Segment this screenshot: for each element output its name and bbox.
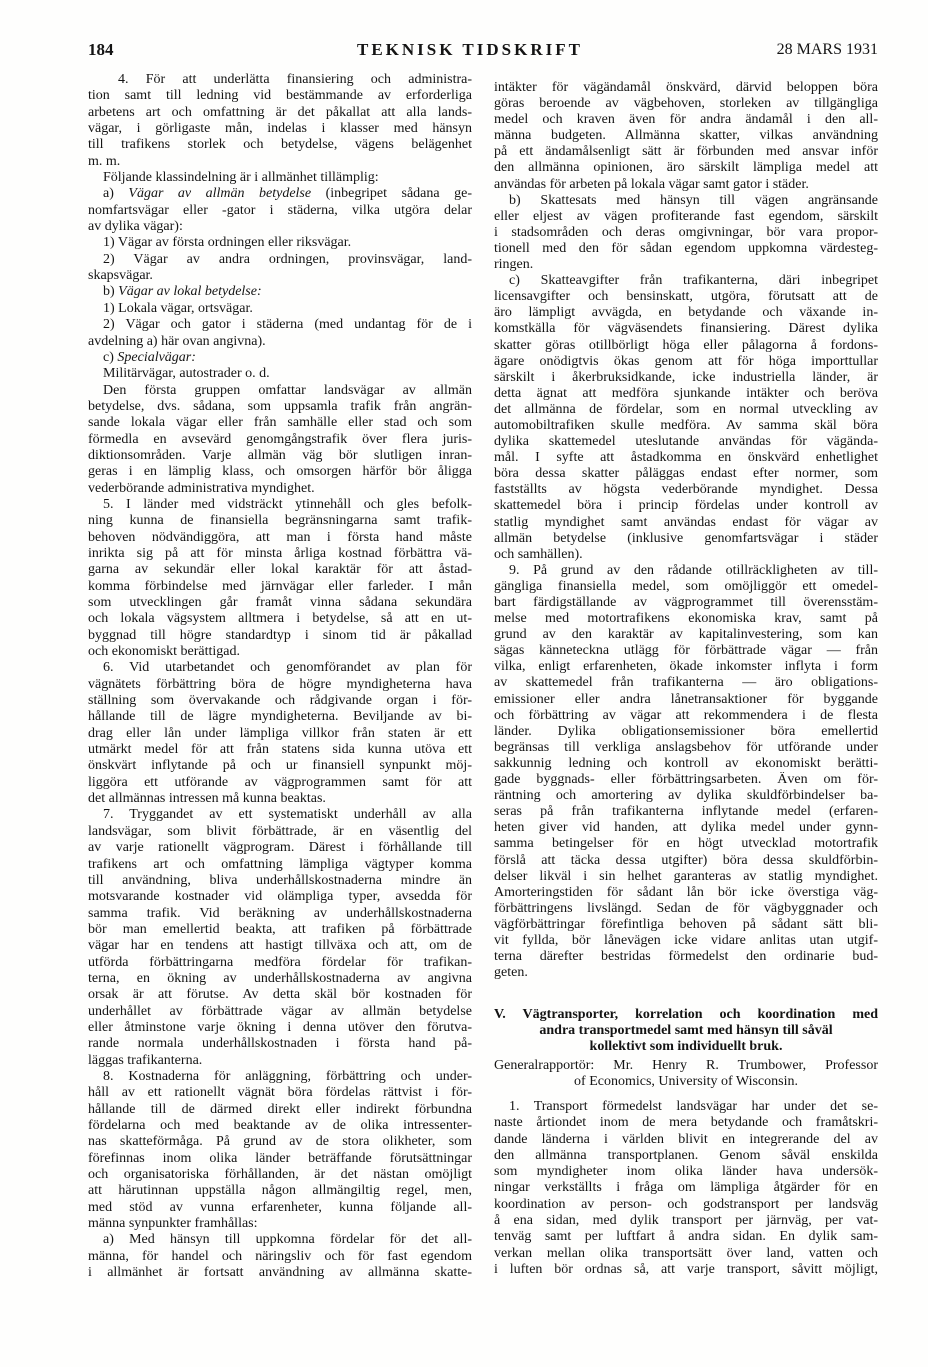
- text-run: a): [103, 186, 129, 202]
- text-line: skattemedel böra i princip fördelas under kontroll av: [494, 498, 878, 514]
- text-line: männa budgeten. Allmänna skatter, vilkas användning: [494, 128, 878, 144]
- emphasized-run: Vägar av lokal betydelse:: [118, 284, 262, 300]
- text-line: läggas trafikanterna.: [88, 1052, 203, 1068]
- right-text-column: [494, 80, 878, 981]
- issue-date: 28 MARS 1931: [776, 41, 878, 58]
- left-text-column: [88, 72, 472, 1281]
- section-heading-line: kollektivt som individuellt bruk.: [589, 1039, 783, 1055]
- text-line: 6. Vid utarbetandet och genomförandet av plan för: [103, 660, 472, 676]
- text-line: vederbörande administrativa myndighet.: [88, 480, 315, 496]
- text-line: underhållet av förbättrade vägar av allmän betydelse: [88, 1003, 472, 1019]
- text-line: ningar verkställts i fråga om lämpliga åtgärder för en: [494, 1180, 878, 1196]
- text-line: Amorteringstiden för sådant lån bör icke överstiga väg-: [494, 884, 878, 900]
- text-line: vit fyllda, bör lånevägen icke vidare anlitas utan utgif-: [494, 932, 878, 948]
- text-line: automobiltrafiken skulle medföra. Av samma skäl böra: [494, 417, 878, 433]
- text-line: förslå att täcka dessa utgifter) böra dessa skuldförbin-: [494, 852, 878, 868]
- text-line: som myndigheter inom olika länder hava undersök-: [494, 1164, 878, 1180]
- paragraph: [88, 383, 472, 497]
- text-line: licensavgifter och bensinskatt, utgöra, förutsatt att de: [494, 289, 878, 305]
- text-line: [88, 284, 472, 300]
- text-line: ning kunna de finansiella begränsningarna samt trafik-: [88, 513, 472, 529]
- text-line: särskilt i åkerbruksidkande, icke industriella länder, är: [494, 369, 878, 385]
- paragraph: [494, 273, 878, 563]
- paragraph: [88, 317, 472, 350]
- text-line: terna, en ökning av underhållskostnaderna av angivna: [88, 970, 472, 986]
- section-heading-line: andra transportmedel samt med hänsyn till såväl: [539, 1023, 833, 1039]
- text-line: och organisatoriska förhållanden, är det nästan omöjligt: [88, 1167, 472, 1183]
- text-line: 1) Vägar av första ordningen eller riksvägar.: [103, 235, 352, 251]
- paragraph: [88, 1069, 472, 1232]
- text-line: koordination av person- och godstransport per landsväg: [494, 1196, 878, 1212]
- text-line: vägar, i görligaste mån, indelas i klasser med hänsyn: [88, 121, 472, 137]
- text-line: trafikens art och omfattning lämpliga vägtyper komma: [88, 856, 472, 872]
- text-line: den allmänna opinionen, äro särskilt lämpliga medel att: [494, 160, 878, 176]
- paragraph: [88, 301, 472, 317]
- text-line: bart färdigställande av vägprogrammet till överensstäm-: [494, 595, 878, 610]
- text-line: statlig myndighet samt användas endast för vägar av: [494, 514, 878, 530]
- text-line: komstkälla för vägväsendets finansiering. Därest dylika: [494, 321, 878, 337]
- text-line: det allmänna de fördelar, som en normal utveckling av: [494, 401, 878, 417]
- paragraph: [88, 350, 472, 366]
- text-line: samma trafik. Vid beräkning av underhållskostnaderna: [88, 905, 472, 921]
- text-line: eller åtminstone varje ökning i denna utöver den förutva-: [88, 1019, 472, 1035]
- text-line: förefinnas inom olika länder beträffande förutsättningar: [88, 1150, 472, 1166]
- section-heading-line: V. Vägtransporter, korrelation och koordination med: [494, 1007, 878, 1022]
- paragraph: [494, 193, 878, 273]
- paragraph: [494, 80, 878, 193]
- text-line: naste årtiondet inom de mera betydande och framåtskri-: [494, 1115, 878, 1131]
- text-line: i luften bör ordnas så, att varje transport, såvitt möjligt,: [494, 1261, 878, 1277]
- text-line: intäkter för vägändamål önskvärd, därvid beloppen böra: [494, 80, 878, 95]
- text-line: 5. I länder med vidsträckt ytinnehåll och gles befolk-: [103, 496, 472, 512]
- text-line: tenväg samt per luftfart å andra sidan. En dylik sam-: [494, 1229, 878, 1245]
- text-line: till trafikens storlek och betydelse, vägens belägenhet: [88, 137, 472, 153]
- text-line: av varje rationellt vägprogram. Därest i förhållande till: [88, 840, 472, 856]
- text-line: fastställts av högsta vederbörande myndighet. Dessa: [494, 482, 878, 498]
- text-line: verkan mellan olika transportsätt över land, vatten och: [494, 1245, 878, 1261]
- text-line: [88, 186, 472, 202]
- text-line: samma betingelser för en högt utvecklad motortrafik: [494, 836, 878, 852]
- text-line: betydelse, dvs. sådana, som uppsamla trafik från angrän-: [88, 398, 472, 414]
- text-line: av dylika vägar):: [88, 219, 183, 235]
- text-line: garna av sekundär eller lokal karaktär för att åstad-: [88, 562, 472, 578]
- journal-title: TEKNISK TIDSKRIFT: [357, 40, 583, 59]
- text-line: med stöd av vunna erfarenheter, kunna följande all-: [88, 1199, 472, 1215]
- text-line: sägas känneteckna utlägg för förbättrade vägar — från: [494, 643, 878, 659]
- paragraph: [88, 660, 472, 807]
- text-line: fördelarna och med beaktande av de olika intressenter-: [88, 1118, 472, 1133]
- text-line: orsak är att förutse. Av detta skäl bör kostnaden för: [88, 987, 472, 1003]
- text-line: i stadsområden och deras omgivningar, bör vara propor-: [494, 224, 878, 240]
- text-line: tionell med den för sådan egendom uppkomna värdesteg-: [494, 240, 878, 256]
- text-line: emissioner eller andra lånetransaktioner för byggande: [494, 691, 878, 707]
- text-line: 1. Transport förmedelst landsvägar har under det se-: [509, 1098, 878, 1114]
- text-line: avdelning a) här ovan angivna).: [88, 333, 266, 349]
- text-line: 2) Vägar av andra ordningen, provinsvägar, land-: [103, 251, 472, 267]
- text-line: geras i en lämplig klass, och omsorgen härför bör åligga: [88, 464, 472, 480]
- text-line: vägnätets förbättring böra de högre myndigheterna hava: [88, 676, 472, 692]
- paragraph: [88, 807, 472, 1069]
- paragraph: [88, 284, 472, 300]
- text-line: allmän betydelse (inklusive genomfartsvägar i städer: [494, 530, 878, 546]
- text-line: till användning, bliva underhållskostnaderna mindre än: [88, 872, 472, 888]
- text-line: och ekonomiskt berättigad.: [88, 644, 241, 660]
- text-line: Militärvägar, autostrader o. d.: [103, 366, 270, 382]
- text-line: böra dessa skatter påläggas endast efter normer, som: [494, 466, 878, 482]
- text-line: och samhällen).: [494, 546, 583, 562]
- emphasized-run: Specialvägar:: [117, 349, 196, 365]
- text-line: 8. Kostnaderna för anläggning, förbättring och under-: [103, 1068, 472, 1084]
- text-line: c) Skatteavgifter från trafikanterna, däri inbegripet: [509, 273, 878, 289]
- text-line: 1) Lokala vägar, ortsvägar.: [103, 300, 253, 316]
- text-line: mål. I syfte att åstadkomma en önskvärd enhetlighet: [494, 450, 878, 466]
- text-line: det allmännas intressen må kunna beaktas.: [88, 791, 326, 807]
- text-line: sakkunnig ledning och kontroll av ekonomiskt berätti-: [494, 755, 878, 771]
- text-line: landsvägar, som blivit förbättrade, är en väsentlig del: [88, 823, 472, 839]
- text-line: geten.: [494, 965, 528, 981]
- text-line: 4. För att underlätta finansiering och administra-: [118, 72, 472, 87]
- text-line: och förbättring av vägar att rekommendera i de flesta: [494, 707, 878, 723]
- text-line: skapsvägar.: [88, 268, 153, 284]
- text-run: (inbegripet sådana ge-: [311, 186, 472, 202]
- text-line: ställning som övervakande och rådgivande organ i för-: [88, 693, 472, 709]
- general-rapporteur: [494, 1058, 878, 1090]
- section-heading: [494, 1007, 878, 1056]
- text-line: nas skatteförmåga. På grund av de stora olikheter, som: [88, 1134, 472, 1150]
- paragraph: [88, 252, 472, 285]
- text-line: heten giver vid handen, att dylika medel under gynn-: [494, 820, 878, 836]
- text-line: länder. Dylika obligationsemissioner böra emellertid: [494, 723, 878, 739]
- text-line: sande lokala vägar eller från samhälle eller stad och som: [88, 415, 472, 431]
- paragraph: [88, 1232, 472, 1281]
- text-line: behoven nödvändiggöra, att man i första hand måste: [88, 529, 472, 545]
- text-line: begränsas till verkliga anslagsbehov för utförande under: [494, 739, 878, 755]
- text-line: utmärkt medel för att från statens sida kunna utöva ett: [88, 742, 472, 758]
- emphasized-run: Vägar av allmän betydelse: [128, 186, 312, 202]
- page-number: 184: [88, 40, 114, 59]
- text-line: diktionsområden. Varje allmän väg bör slutligen inran-: [88, 447, 472, 463]
- text-line: gade byggnads- eller förbättringsarbeten. Även om för-: [494, 772, 878, 788]
- text-line: nomfartsvägar eller -gator i städerna, vilka utgöra delar: [88, 202, 472, 218]
- text-line: medel och kraven även för andra ändamål i den all-: [494, 112, 878, 128]
- text-line: b) Skattesats med hänsyn till vägen angränsande: [509, 192, 878, 208]
- text-line: användas för arbeten på lokala vägar samt gator i städer.: [494, 176, 809, 192]
- text-line: i allmänhet är fortsatt användning av allmänna skatte-: [88, 1265, 472, 1281]
- text-line: önskvärt inflytande på och ur finansiell synpunkt möj-: [88, 758, 472, 774]
- text-line: grund av den karaktär av kapitalinvestering, som kan: [494, 627, 878, 643]
- text-line: tion samt till ledning vid bestämmande av erforderliga: [88, 88, 472, 104]
- section-v: [494, 1007, 878, 1278]
- text-line: å ena sidan, med dylik transport per järnväg, per vat-: [494, 1213, 878, 1229]
- text-line: melse med motortrafikens ekonomiska krav, samt på: [494, 611, 878, 627]
- text-line: vägförbättringar förefintliga behoven på sådant sätt bli-: [494, 916, 878, 932]
- text-line: den allmänna transportplanen. Genom såväl enskilda: [494, 1147, 878, 1163]
- text-run: b): [103, 284, 119, 300]
- text-line: och lokala vägsystem alltmera i betydelse, så att en ut-: [88, 611, 472, 627]
- text-line: 7. Tryggandet av ett systematiskt underhåll av alla: [103, 807, 472, 823]
- text-line: gängliga finansiella medel, som omöjliggör ett omedel-: [494, 578, 878, 594]
- paragraph: [494, 563, 878, 981]
- text-line: drag eller lån under lämpliga villkor från staten är ett: [88, 725, 472, 741]
- paragraph: [88, 186, 472, 235]
- text-line: m. m.: [88, 153, 121, 169]
- text-line: räntning och amortering av dylika skuldförbindelser ba-: [494, 788, 878, 804]
- rapporteur-line: Generalrapportör: Mr. Henry R. Trumbower, Professor: [494, 1057, 878, 1073]
- text-line: byggnad till högre standardtyp i sinom tid är påkallad: [88, 627, 472, 643]
- text-line: 2) Vägar och gator i städerna (med undantag för de i: [103, 317, 472, 333]
- text-line: inrikta sig på att för minsta årliga kostnad förbättra vä-: [88, 545, 472, 561]
- text-line: seras på från trafikanterna inflytande medel (erfaren-: [494, 804, 878, 820]
- text-line: detta ägnat att medföra sjunkande intäkter och beröva: [494, 385, 878, 401]
- text-line: göras beroende av vägbehoven, storleken av tillgängliga: [494, 96, 878, 112]
- text-line: att härutinnan uppställa någon allmängiltig regel, men,: [88, 1183, 472, 1199]
- paragraph: [88, 366, 472, 382]
- rapporteur-line: of Economics, University of Wisconsin.: [574, 1073, 798, 1089]
- text-line: som utvecklingen går framåt vinna sådana sekundära: [88, 595, 472, 610]
- text-line: liggöra ett utförande av vägprogrammen samt för att: [88, 774, 472, 790]
- text-line: skatter göras otillbörligt höga eller pålagorna å fordons-: [494, 337, 878, 353]
- text-line: männa, för handel och näringsliv och för fast egendom: [88, 1248, 472, 1264]
- text-line: Följande klassindelning är i allmänhet tillämplig:: [103, 170, 379, 186]
- text-line: på ett ändamålsenligt sätt är förbunden med ansvar inför: [494, 144, 878, 160]
- text-line: vilka, enligt erfarenheten, ökade inkomster inflyta i form: [494, 659, 878, 675]
- paragraph: [494, 1099, 878, 1278]
- text-line: [88, 350, 472, 366]
- text-line: förmedla en avsevärd genomgångstrafik över flera juris-: [88, 431, 472, 447]
- text-line: håll av ett rationellt vägnät böra fördelas rättvist i för-: [88, 1085, 472, 1101]
- section-v-body: [494, 1099, 878, 1278]
- text-line: utförda förbättringarna medföra fördelar för trafikan-: [88, 954, 472, 970]
- text-line: männa synpunkter framhållas:: [88, 1216, 258, 1232]
- text-line: rande normala underhållskostnaden i första hand på-: [88, 1036, 472, 1052]
- text-line: Den första gruppen omfattar landsvägar av allmän: [103, 382, 472, 398]
- text-line: ringen.: [494, 257, 534, 273]
- text-line: terna därefter bestridas förmedelst den ordinarie bud-: [494, 949, 878, 965]
- paragraph: [88, 72, 472, 170]
- text-line: hållande till de lägre myndigheterna. Beviljande av bi-: [88, 709, 472, 725]
- text-line: dande länderna i världen blivit en integrerande del av: [494, 1131, 878, 1147]
- text-line: bör man emellertid beakta, att trafiken på förbättrade: [88, 921, 472, 937]
- text-line: eller eljest av vägen profiterande fast egendom, särskilt: [494, 208, 878, 224]
- text-line: äro lämpligt avvägda, en betydande och växande in-: [494, 305, 878, 321]
- text-run: c): [103, 349, 118, 365]
- text-line: komma förbindelse med järnvägar eller farleder. I mån: [88, 578, 472, 594]
- text-line: ägare onödigtvis ökas genom att för höga importtullar: [494, 353, 878, 369]
- text-line: 9. På grund av den rådande otillräckligheten av till-: [509, 562, 878, 578]
- text-line: vägar har en tendens att hastigt tillväxa och att, om de: [88, 938, 472, 954]
- text-line: motsvarande kostnader vid olämpliga typer, avsedda för: [88, 889, 472, 905]
- paragraph: [88, 170, 472, 186]
- paragraph: [88, 235, 472, 251]
- text-line: förbättringens livslängd. Sedan de för vägbyggnader och: [494, 900, 878, 916]
- paragraph: [88, 497, 472, 660]
- text-line: av skattemedel från trafikanterna — äro obligations-: [494, 675, 878, 691]
- text-line: arbetens art och omfattning är det påkallat att alla lands-: [88, 104, 472, 120]
- text-line: delser likväl i sin helhet garanteras av statlig myndighet.: [494, 868, 878, 884]
- text-line: dylika skattemedel uteslutande användas för vägända-: [494, 434, 878, 450]
- text-line: a) Med hänsyn till uppkomna fördelar för det all-: [103, 1232, 472, 1248]
- text-line: hållande till de därmed direkt eller indirekt förbundna: [88, 1101, 472, 1117]
